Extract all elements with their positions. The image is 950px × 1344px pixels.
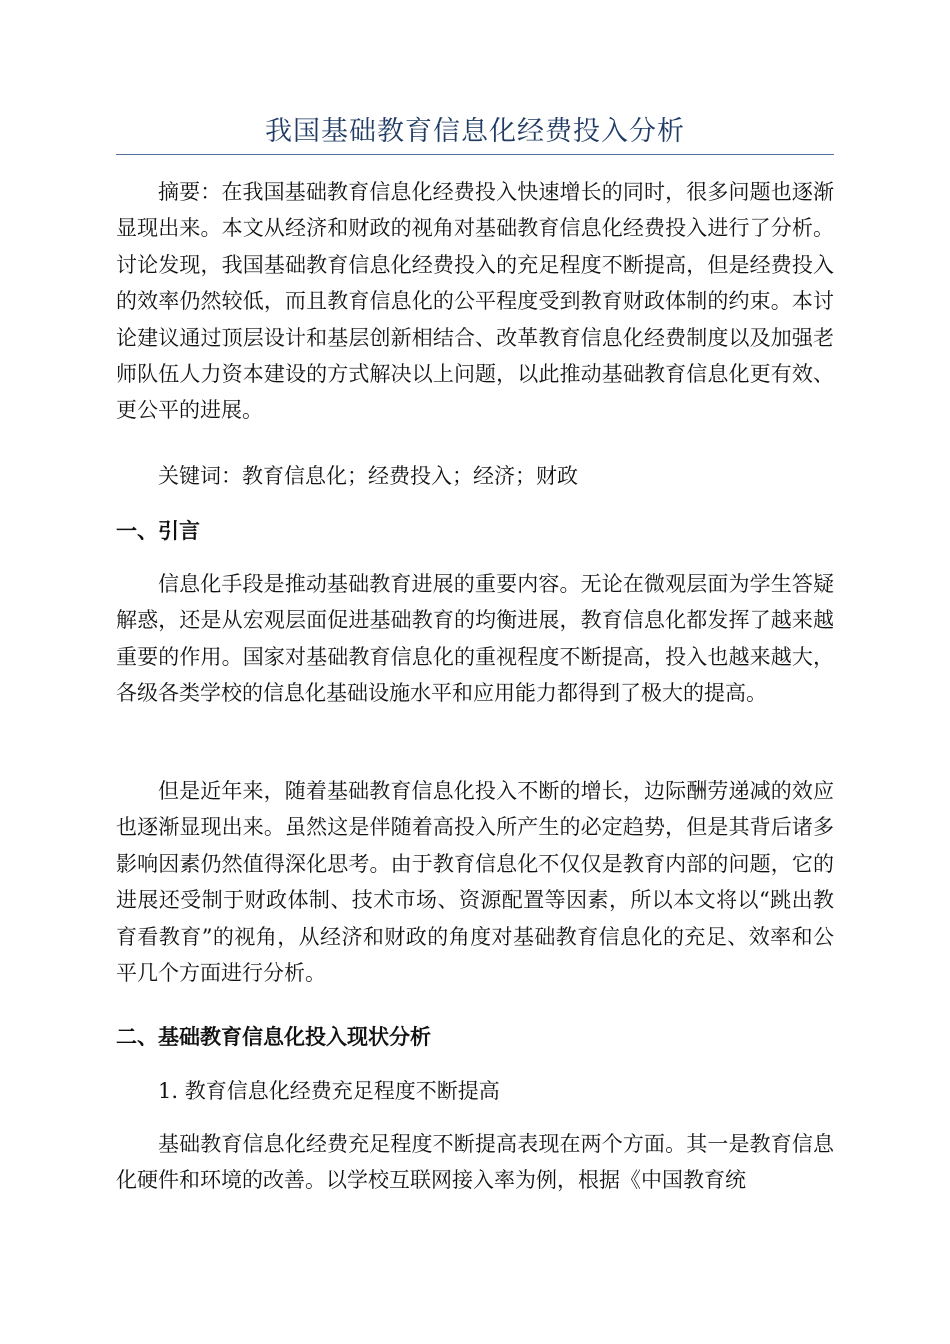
intro-paragraph-1: 信息化手段是推动基础教育进展的重要内容。无论在微观层面为学生答疑解惑，还是从宏观层面促进基础教育的均衡进展，教育信息化都发挥了越来越重要的作用。国家对基础教育信息化的重视程度不断提高，投入也越来越大，各级各类学校的信息化基础设施水平和应用能力都得到了极大的提高。 [116, 572, 834, 706]
section2-paragraph: 基础教育信息化经费充足程度不断提高表现在两个方面。其一是教育信息化硬件和环境的改善。以学校互联网接入率为例，根据《中国教育统 [116, 1132, 834, 1193]
document-title: 我国基础教育信息化经费投入分析 [265, 116, 685, 147]
keywords-line: 关键词：教育信息化；经费投入；经济；财政 [158, 464, 578, 488]
section-heading-status-analysis: 二、基础教育信息化投入现状分析 [116, 1025, 431, 1049]
section-heading-introduction: 一、引言 [116, 519, 200, 543]
intro-paragraph-2: 但是近年来，随着基础教育信息化投入不断的增长，边际酬劳递减的效应也逐渐显现出来。虽然这是伴随着高投入所产生的必定趋势，但是其背后诸多影响因素仍然值得深化思考。由于教育信息化不仅仅是教育内部的问题，它的进展还受制于财政体制、技术市场、资源配置等因素，所以本文将以“跳出教育看教育”的视角，从经济和财政的角度对基础教育信息化的充足、效率和公平几个方面进行分析。 [116, 779, 834, 986]
subsection-heading: 1. 教育信息化经费充足程度不断提高 [158, 1079, 500, 1103]
title-underline [116, 154, 834, 155]
abstract-paragraph: 摘要：在我国基础教育信息化经费投入快速增长的同时，很多问题也逐渐显现出来。本文从经济和财政的视角对基础教育信息化经费投入进行了分析。讨论发现，我国基础教育信息化经费投入的充足程度不断提高，但是经费投入的效率仍然较低，而且教育信息化的公平程度受到教育财政体制的约束。本讨论建议通过顶层设计和基层创新相结合、改革教育信息化经费制度以及加强老师队伍人力资本建设的方式解决以上问题，以此推动基础教育信息化更有效、更公平的进展。 [116, 180, 834, 423]
